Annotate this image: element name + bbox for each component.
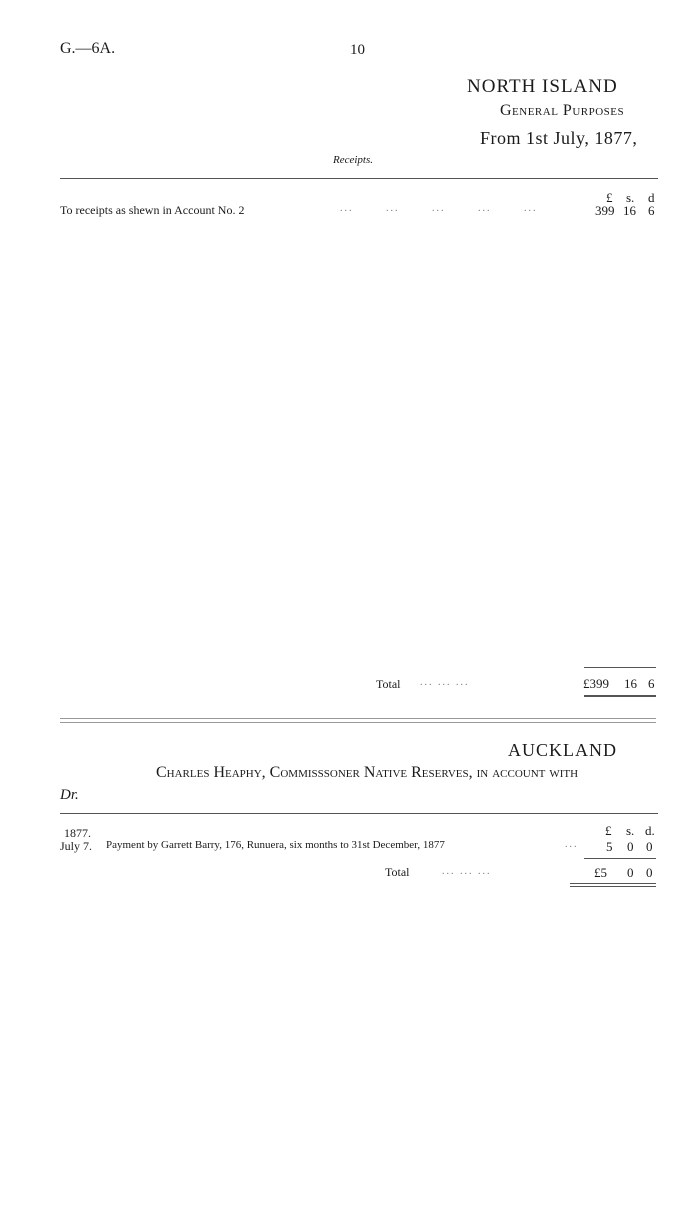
auckland-shillings-header: s. (626, 823, 635, 838)
total-pounds: £399 (583, 676, 609, 691)
auckland-total-bottom-rule-1 (570, 883, 656, 884)
account-title: Charles Heaphy, Commisssoner Native Reserves, in account with (156, 764, 579, 781)
receipt-pence: 6 (648, 203, 655, 218)
auckland-total-pence: 0 (646, 865, 653, 880)
section-divider-top (60, 718, 656, 719)
auckland-row-leader: ... (565, 839, 579, 850)
shillings-column-header: s. (626, 190, 635, 205)
dr-label: Dr. (60, 787, 79, 803)
auckland-row-description: Payment by Garrett Barry, 176, Runuera, six months to 31st December, 1877 (106, 839, 445, 851)
auckland-total-bottom-rule-2 (570, 886, 656, 887)
auckland-header-rule (60, 813, 658, 814)
auckland-total-shillings: 0 (627, 865, 634, 880)
total-shillings: 16 (624, 676, 637, 691)
auckland-total-top-rule (584, 858, 656, 859)
page-number: 10 (350, 42, 365, 58)
total-top-rule (584, 667, 656, 668)
auckland-total-leader: ... ... ... (442, 866, 492, 877)
auckland-total-label: Total (385, 865, 410, 879)
receipt-leader: ... ... ... ... ... (340, 203, 538, 214)
auckland-pence-header: d. (645, 823, 655, 838)
receipt-description: To receipts as shewn in Account No. 2 (60, 203, 245, 217)
receipt-shillings: 16 (623, 203, 636, 218)
document-reference: G.—6A. (60, 40, 116, 57)
pounds-column-header: £ (606, 190, 613, 205)
total-bottom-rule (584, 695, 656, 697)
auckland-title: AUCKLAND (508, 740, 617, 760)
receipt-pounds: 399 (595, 203, 615, 218)
auckland-row-pence: 0 (646, 839, 653, 854)
pence-column-header: d (648, 190, 655, 205)
receipts-heading: Receipts. (333, 154, 374, 166)
period-label: From 1st July, 1877, (480, 128, 638, 148)
auckland-pounds-header: £ (605, 823, 612, 838)
region-title: NORTH ISLAND (467, 76, 618, 97)
total-leader: ... ... ... (420, 677, 470, 688)
auckland-total-pounds: £5 (594, 865, 607, 880)
auckland-row-pounds: 5 (606, 839, 613, 854)
auckland-row-date: July 7. (60, 839, 93, 853)
total-pence: 6 (648, 676, 655, 691)
header-rule (60, 178, 658, 179)
section-divider-bottom (60, 722, 656, 723)
auckland-year: 1877. (64, 826, 91, 840)
section-subtitle: General Purposes (500, 102, 625, 119)
total-label: Total (376, 677, 401, 691)
auckland-row-shillings: 0 (627, 839, 634, 854)
